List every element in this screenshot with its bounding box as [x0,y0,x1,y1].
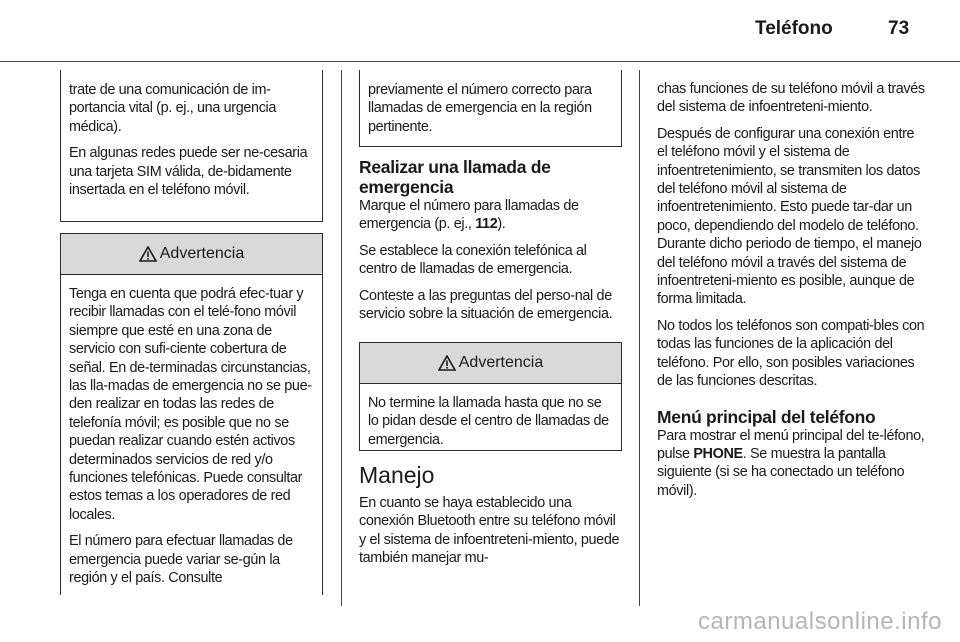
watermark: carmanualsonline.info [698,608,942,635]
warning-title: Advertencia [159,245,245,262]
column-3 [657,80,927,508]
body-paragraph: No todos los teléfonos son compati-bles con todas las funciones de la aplicación del teléfono. Por ello, son posibles variaciones de las funciones descritas. [657,317,925,390]
column-divider [639,70,640,606]
header-title: Teléfono [755,18,833,39]
emergency-paragraph: Se establece la conexión telefónica al centro de llamadas de emergencia. [359,242,587,278]
emergency-paragraph: Marque el número para llamadas de emergencia (p. ej., 112). [359,198,579,233]
warning-triangle-icon [438,355,456,371]
emergency-number: 112 [475,216,498,233]
warning-paragraph: No termine la llamada hasta que no se lo pidan desde el centro de llamadas de emergencia. [368,395,609,448]
section-heading-manejo: Manejo [359,462,435,488]
notice-paragraph: trate de una comunicación de im-portancia vital (p. ej., una urgencia médica). [69,82,277,135]
emergency-paragraph: Conteste a las preguntas del perso-nal de servicio sobre la situación de emergencia. [359,287,613,323]
warning-paragraph: El número para efectuar llamadas de emergencia puede variar se-gún la región y el país. Consulte [69,533,293,587]
section-heading-emergency-call: Realizar una llamada de emergencia [359,157,551,197]
notice-paragraph: En algunas redes puede ser ne-cesaria una tarjeta SIM válida, de-bidamente insertada en el teléfono móvil. [69,145,308,199]
warning-title: Advertencia [458,354,544,371]
notice-box-continued [60,70,323,222]
column-divider [341,70,342,606]
body-paragraph: Para mostrar el menú principal del te-léfono, pulse PHONE. Se muestra la pantalla siguiente (si se ha conectado un teléfono móvil). [657,427,925,499]
page-number: 73 [888,18,910,39]
notice-box-continued [359,70,622,147]
phone-button-label: PHONE [693,445,743,462]
notice-paragraph: previamente el número correcto para llamadas de emergencia en la región pertinente. [368,82,592,135]
warning-box [60,233,323,595]
body-paragraph: Después de configurar una conexión entre el teléfono móvil y el sistema de infoentretenimiento, se transmiten los datos del teléfono móvil al sistema de infoentretenimiento. Esto puede tar-dar un poco, dependiendo del modelo de teléfono. Durante dicho periodo de tiempo, el manejo del teléfono móvil a través del sistema de infoentreteni-miento es posible, aunque de forma limitada. [657,125,922,308]
warning-header [61,234,322,275]
warning-paragraph: Tenga en cuenta que podrá efec-tuar y recibir llamadas con el telé-fono móvil siempre que esté en una zona de servicio con sufi-ciente cobertura de señal. En de-terminadas circunstancias, las lla-madas de emergencia no se pue-den realizar en todas las redes de telefonía móvil; es posible que no se puedan realizar cuando estén activos determinados servicios de red y/o funciones telefónicas. Puede consultar estos temas a los operadores de red locales. [69,286,312,523]
body-paragraph: chas funciones de su teléfono móvil a través del sistema de infoentreteni-miento. [657,81,925,116]
manejo-paragraph: En cuanto se haya establecido una conexión Bluetooth entre su teléfono móvil y el sistema de infoentreteni-miento, puede también manejar mu- [359,495,620,567]
warning-header [360,343,621,384]
header-rule [0,61,960,62]
warning-box [359,342,622,451]
warning-triangle-icon [139,246,157,262]
section-heading-phone-menu: Menú principal del teléfono [657,406,876,427]
